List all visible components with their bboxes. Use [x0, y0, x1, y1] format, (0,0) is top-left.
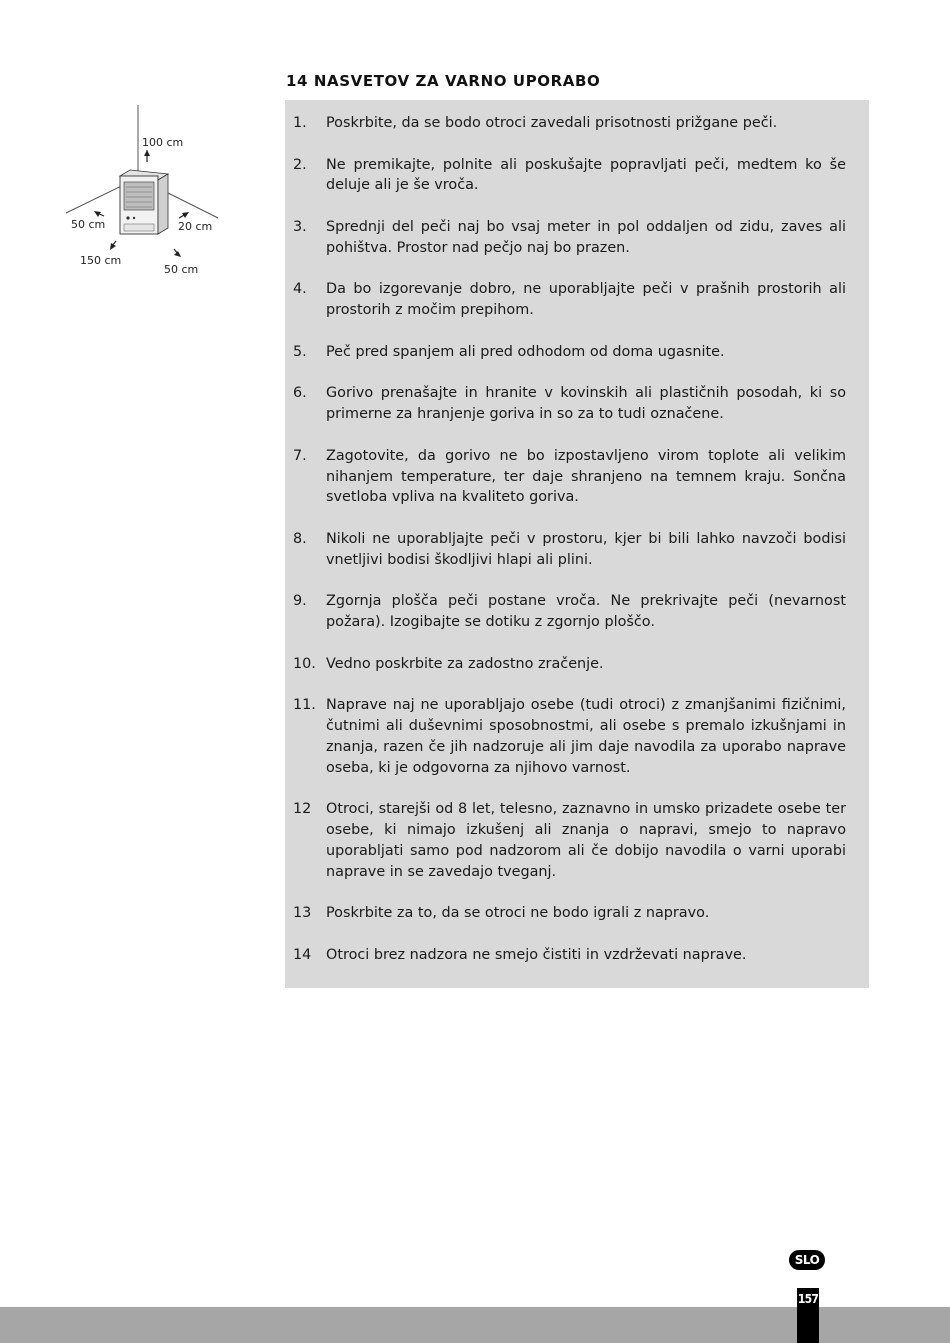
- tip-number: 2.: [293, 156, 307, 173]
- safety-tip: [293, 383, 846, 425]
- tip-number: 10.: [293, 655, 316, 672]
- tip-text: Otroci brez nadzora ne smejo čistiti in vzdrževati naprave.: [326, 946, 747, 963]
- safety-tip: [293, 799, 846, 882]
- safety-tip: [293, 529, 846, 571]
- label-front-right: 50 cm: [164, 263, 199, 276]
- safety-tips-list: [293, 113, 846, 986]
- label-front-left: 150 cm: [80, 254, 122, 267]
- page-number: 157: [797, 1292, 819, 1306]
- label-left: 50 cm: [71, 218, 106, 231]
- tip-number: 9.: [293, 593, 307, 610]
- tip-text: Poskrbite za to, da se otroci ne bodo igrali z napravo.: [326, 905, 710, 922]
- tip-text: Peč pred spanjem ali pred odhodom od doma ugasnite.: [326, 343, 725, 360]
- language-badge: SLO: [789, 1250, 825, 1270]
- safety-tip: [293, 217, 846, 259]
- safety-tip: [293, 155, 846, 197]
- safety-tip: [293, 654, 846, 675]
- tip-number: 13: [293, 905, 312, 922]
- tip-text: Da bo izgorevanje dobro, ne uporabljajte peči v prašnih prostorih ali prostorih z močim prepihom.: [326, 281, 846, 319]
- tip-text: Nikoli ne uporabljajte peči v prostoru, kjer bi bili lahko navzoči bodisi vnetljivi bodisi škodljivi hlapi ali plini.: [326, 530, 846, 568]
- safety-tip: [293, 279, 846, 321]
- tip-text: Vedno poskrbite za zadostno zračenje.: [326, 655, 604, 672]
- tip-number: 7.: [293, 447, 307, 464]
- safety-tip: [293, 945, 846, 966]
- tip-text: Naprave naj ne uporabljajo osebe (tudi otroci) z zmanjšanimi fizičnimi, čutnimi ali duševnimi sposobnostmi, ali osebe s premalo izkušnjami in znanja, razen če jih nadzoruje ali jim daje navodila za uporabo naprave oseba, ki je odgovorna za njihovo varnost.: [326, 697, 846, 776]
- tip-text: Sprednji del peči naj bo vsaj meter in pol oddaljen od zidu, zaves ali pohištva. Prostor nad pečjo naj bo prazen.: [326, 218, 846, 256]
- tip-number: 8.: [293, 530, 307, 547]
- tip-number: 11.: [293, 697, 316, 714]
- tip-text: Poskrbite, da se bodo otroci zavedali prisotnosti prižgane peči.: [326, 115, 778, 131]
- tip-text: Otroci, starejši od 8 let, telesno, zaznavno in umsko prizadete osebe ter osebe, ki nimajo izkušenj ali znanja o napravi, smejo to napravo uporabljati samo pod nadzorom ali če dobijo navodila o varni uporabi naprave in se zavedajo tveganj.: [326, 801, 846, 880]
- safety-tip: [293, 591, 846, 633]
- tip-text: Zagotovite, da gorivo ne bo izpostavljeno virom toplote ali velikim nihanjem temperature, ter daje shranjeno na temnem kraju. Sončna svetloba vpliva na kvaliteto goriva.: [326, 447, 846, 506]
- tip-number: 5.: [293, 343, 307, 360]
- heater-clearance-svg: [60, 100, 230, 285]
- tip-number: 4.: [293, 281, 307, 298]
- safety-tip: [293, 695, 846, 778]
- safety-tip: [293, 446, 846, 508]
- tip-text: Zgornja plošča peči postane vroča. Ne prekrivajte peči (nevarnost požara). Izogibajte se dotiku z zgornjo ploščo.: [326, 593, 846, 631]
- heater-icon: [120, 170, 168, 234]
- section-title: 14 NASVETOV ZA VARNO UPORABO: [286, 72, 601, 90]
- label-right: 20 cm: [178, 220, 213, 233]
- tip-number: 14: [293, 946, 312, 963]
- tip-number: 3.: [293, 218, 307, 235]
- safety-tip: [293, 113, 846, 134]
- tip-text: Ne premikajte, polnite ali poskušajte popravljati peči, medtem ko še deluje ali je še vroča.: [326, 156, 846, 194]
- tip-number: 12: [293, 801, 312, 818]
- safety-tip: [293, 903, 846, 924]
- tip-text: Gorivo prenašajte in hranite v kovinskih ali plastičnih posodah, ki so primerne za hranjenje goriva in so za to tudi označene.: [326, 385, 846, 423]
- tip-number: 1.: [293, 115, 307, 131]
- tip-number: 6.: [293, 385, 307, 402]
- label-top: 100 cm: [142, 136, 184, 149]
- heater-clearance-diagram: [60, 100, 230, 285]
- safety-tip: [293, 342, 846, 363]
